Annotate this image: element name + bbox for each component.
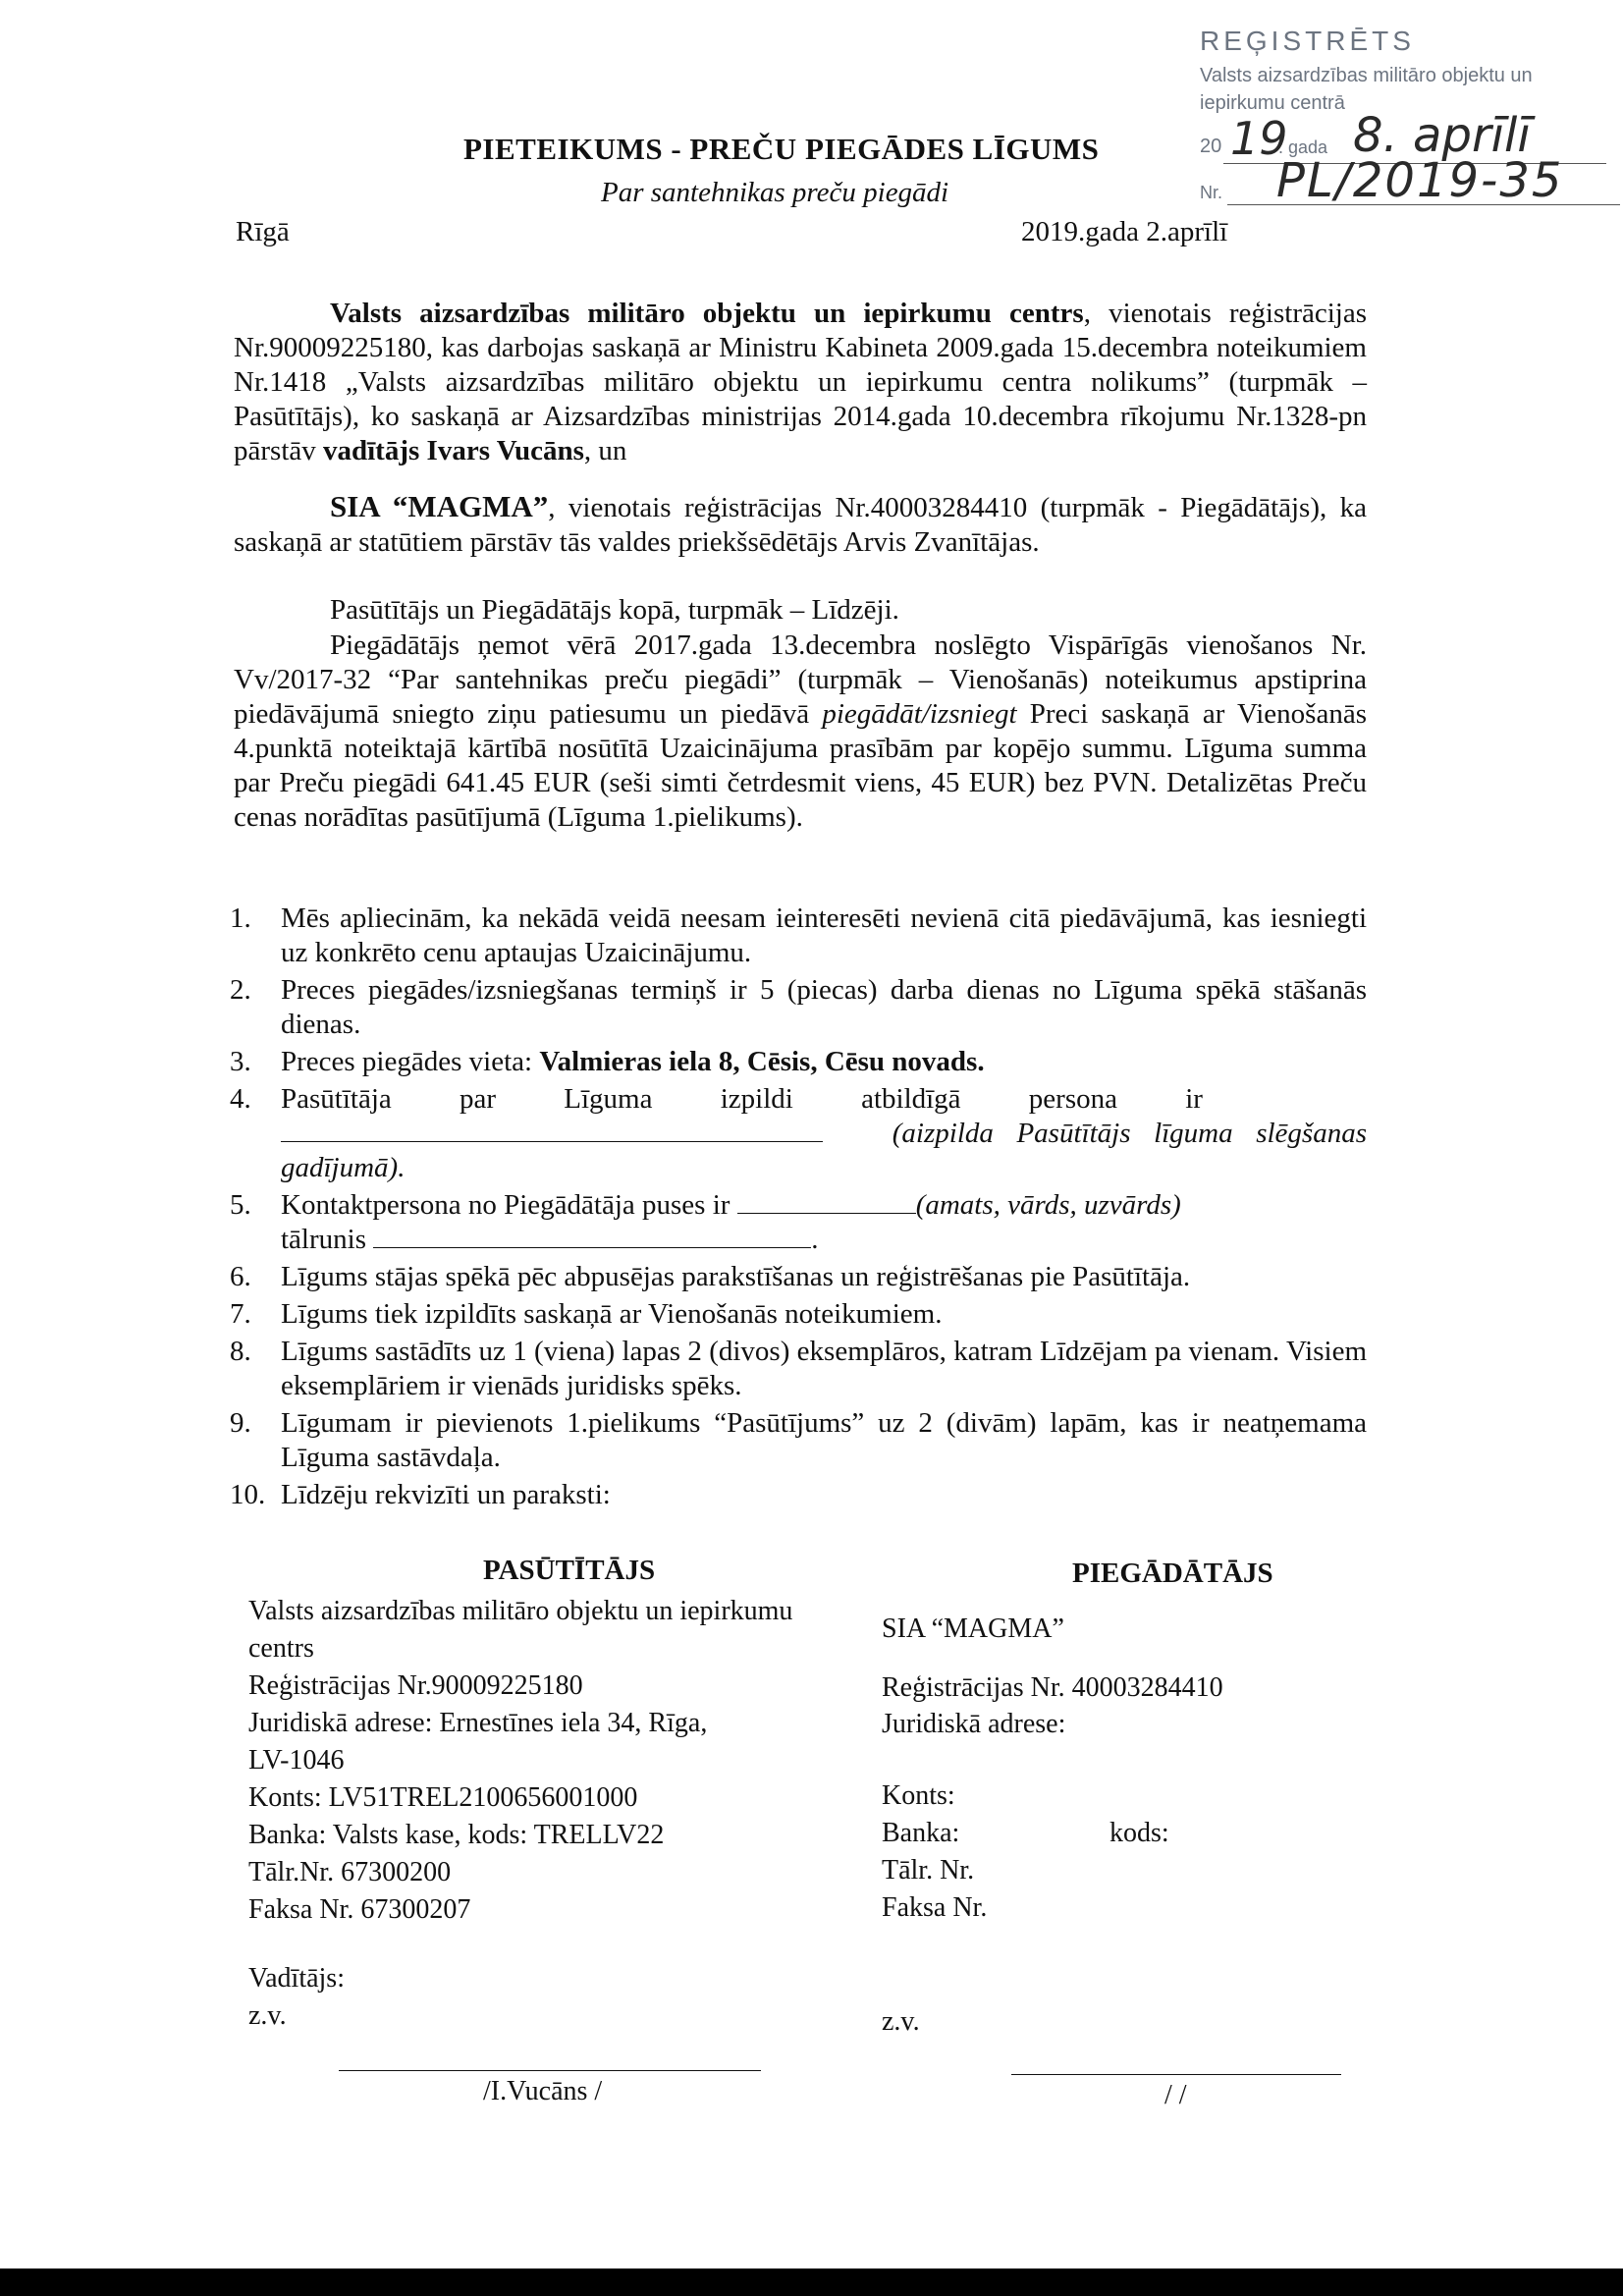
item-text: Līdzēju rekvizīti un paraksti: [281, 1479, 611, 1510]
item-number: 10. [230, 1479, 266, 1510]
supplier-bank: Banka: [882, 1818, 960, 1848]
supplier-name-detail: SIA “MAGMA” [882, 1613, 1064, 1644]
stamp-line-1: Valsts aizsardzības militāro objektu un [1200, 65, 1533, 86]
supplier-phone: Tālr. Nr. [882, 1855, 975, 1886]
customer-signature-line[interactable] [339, 2070, 761, 2071]
list-item [230, 973, 1367, 1042]
customer-reg-number: Reģistrācijas Nr.90009225180 [248, 1670, 583, 1701]
customer-detail-line: centrs [248, 1633, 314, 1664]
customer-fax: Faksa Nr. 67300207 [248, 1894, 471, 1925]
item-number: 7. [230, 1298, 251, 1330]
intro-text-3: Pasūtītājs un Piegādātājs kopā, turpmāk – Līdzēji. [330, 594, 899, 626]
item-note: (amats, vārds, uzvārds) [915, 1189, 1181, 1221]
supplier-bank-code: kods: [1109, 1818, 1169, 1848]
item-number: 9. [230, 1407, 251, 1439]
stamp-gada-label: . gada [1278, 137, 1328, 157]
registration-stamp [1196, 26, 1618, 222]
item-phone-label: tālrunis [281, 1224, 374, 1255]
item-note: (aizpilda Pasūtītājs līguma slēgšanas gadījumā). [281, 1118, 1367, 1183]
list-item [230, 1082, 1367, 1185]
scan-border [0, 2269, 1623, 2296]
list-item [230, 1335, 1367, 1403]
item-text-end: . [977, 1046, 985, 1077]
handwritten-year: 19 [1230, 112, 1288, 165]
customer-bank: Banka: Valsts kase, kods: TRELLV22 [248, 1820, 665, 1850]
intro-paragraph-1 [234, 297, 1367, 468]
handwritten-reg-number: PL/2019-35 [1276, 153, 1564, 208]
item-number: 3. [230, 1046, 251, 1077]
item-text-end: . [811, 1224, 819, 1255]
customer-postal-code: LV-1046 [248, 1745, 345, 1776]
item-text: Līgums stājas spēkā pēc abpusējas parakstīšanas un reģistrēšanas pie Pasūtītāja. [281, 1261, 1191, 1292]
item-number: 2. [230, 974, 251, 1006]
list-item [230, 902, 1367, 970]
supplier-fax: Faksa Nr. [882, 1892, 988, 1923]
phone-blank[interactable] [373, 1224, 811, 1248]
intro-text-4-italic: piegādāt/izsniegt [822, 698, 1017, 730]
item-number: 8. [230, 1336, 251, 1367]
stamp-title: REĢISTRĒTS [1200, 26, 1415, 56]
intro-paragraph-2 [234, 489, 1367, 560]
customer-details [248, 1593, 792, 1929]
item-text: Līgums tiek izpildīts saskaņā ar Vienošanās noteikumiem. [281, 1298, 943, 1330]
document-subtitle: Par santehnikas preču piegādi [601, 177, 949, 208]
supplier-name: SIA “MAGMA” [330, 489, 549, 523]
item-text: Preces piegādes vieta: [281, 1046, 540, 1077]
intro-text-2: , vienotais reģistrācijas Nr.40003284410 (turpmāk - Piegādātājs), ka saskaņā ar statūtiem pārstāv tās valdes priekšsēdētājs Arvis Zvanītājas. [234, 492, 1367, 558]
item-number: 4. [230, 1083, 251, 1115]
supplier-address: Juridiskā adrese: [882, 1709, 1066, 1739]
customer-detail-line: Valsts aizsardzības militāro objektu un iepirkumu [248, 1596, 793, 1626]
item-number: 5. [230, 1189, 251, 1221]
customer-head-label: Vadītājs: [248, 1963, 345, 1994]
terms-list [230, 902, 1367, 1515]
list-item [230, 1188, 1367, 1257]
handwritten-date: 8. aprīlī [1353, 108, 1531, 163]
item-text: Kontaktpersona no Piegādātāja puses ir [281, 1189, 737, 1221]
customer-representative: vadītājs Ivars Vucāns [323, 435, 584, 466]
intro-text-1-end: , un [583, 435, 627, 466]
intro-text-4b: Preci saskaņā ar Vienošanās 4.punktā noteiktajā kārtībā nosūtītā Uzaicinājuma prasībām par kopējo summu. Līguma summa par Preču piegādi 641.45 EUR (seši simti četrdesmit viens, 45 EUR) bez PVN. Detalizētas Preču cenas norādītas pasūtījumā (Līguma 1.pielikums). [234, 698, 1367, 833]
customer-seal-label: z.v. [248, 2000, 287, 2031]
supplier-heading: PIEGĀDĀTĀJS [1072, 1558, 1273, 1589]
supplier-account: Konts: [882, 1780, 955, 1811]
supplier-signature-line[interactable] [1011, 2074, 1341, 2075]
stamp-year-prefix: 20 [1200, 136, 1222, 157]
item-number: 1. [230, 902, 251, 934]
item-text: Mēs apliecinām, ka nekādā veidā neesam ieinteresēti nevienā citā piedāvājumā, kas iesniegti uz konkrēto cenu aptaujas Uzaicinājumu. [281, 902, 1367, 968]
intro-paragraph-4 [234, 629, 1367, 835]
item-text: Pasūtītāja par Līguma izpildi atbildīgā persona ir [281, 1083, 1203, 1115]
responsible-person-blank[interactable] [281, 1118, 823, 1142]
document-date: 2019.gada 2.aprīlī [1021, 216, 1228, 247]
intro-text-4a: Piegādātājs ņemot vērā 2017.gada 13.decembra noslēgto Vispārīgās vienošanos Nr. Vv/2017-32 “Par santehnikas preču piegādi” (turpmāk – Vienošanās) noteikumus apstiprina piedāvājumā sniegto ziņu patiesumu un piedāvā [234, 629, 1367, 730]
customer-address: Juridiskā adrese: Ernestīnes iela 34, Rīga, [248, 1708, 708, 1738]
intro-paragraph-3 [234, 593, 1367, 628]
customer-signatory: /I.Vucāns / [483, 2076, 603, 2106]
supplier-seal-label: z.v. [882, 2006, 920, 2037]
list-item [230, 1045, 1367, 1079]
intro-text-1: , vienotais reģistrācijas Nr.90009225180, kas darbojas saskaņā ar Ministru Kabineta 2009.gada 15.decembra noteikumiem Nr.1418 „Valsts aizsardzības militāro objektu un iepirkumu centra nolikums” (turpmāk – Pasūtītājs), ko saskaņā ar Aizsardzības ministrijas 2014.gada 10.decembra rīkojumu Nr.1328-pn pārstāv [234, 298, 1367, 466]
document-title: PIETEIKUMS - PREČU PIEGĀDES LĪGUMS [463, 132, 1100, 166]
supplier-reg-number: Reģistrācijas Nr. 40003284410 [882, 1672, 1223, 1703]
customer-phone: Tālr.Nr. 67300200 [248, 1857, 452, 1887]
item-text: Līgumam ir pievienots 1.pielikums “Pasūtījums” uz 2 (divām) lapām, kas ir neatņemama Līguma sastāvdaļa. [281, 1407, 1367, 1473]
document-city: Rīgā [236, 216, 290, 247]
list-item [230, 1406, 1367, 1475]
contact-person-blank[interactable] [737, 1189, 916, 1214]
list-item [230, 1297, 1367, 1332]
customer-heading: PASŪTĪTĀJS [483, 1555, 656, 1586]
supplier-signatory: / / [1164, 2080, 1187, 2110]
customer-name: Valsts aizsardzības militāro objektu un iepirkumu centrs [330, 298, 1084, 329]
stamp-line-2: iepirkumu centrā [1200, 92, 1345, 114]
item-text: Preces piegādes/izsniegšanas termiņš ir 5 (piecas) darba dienas no Līguma spēkā stāšanās dienas. [281, 974, 1367, 1040]
item-text: Līgums sastādīts uz 1 (viena) lapas 2 (divos) eksemplāros, katram Līdzējam pa vienam. Visiem eksemplāriem ir vienāds juridisks spēks. [281, 1336, 1367, 1401]
list-item [230, 1260, 1367, 1294]
delivery-address: Valmieras iela 8, Cēsis, Cēsu novads [539, 1046, 978, 1077]
item-number: 6. [230, 1261, 251, 1292]
list-item [230, 1478, 1367, 1512]
stamp-nr-label: Nr. [1200, 183, 1223, 202]
customer-account: Konts: LV51TREL2100656001000 [248, 1782, 638, 1813]
